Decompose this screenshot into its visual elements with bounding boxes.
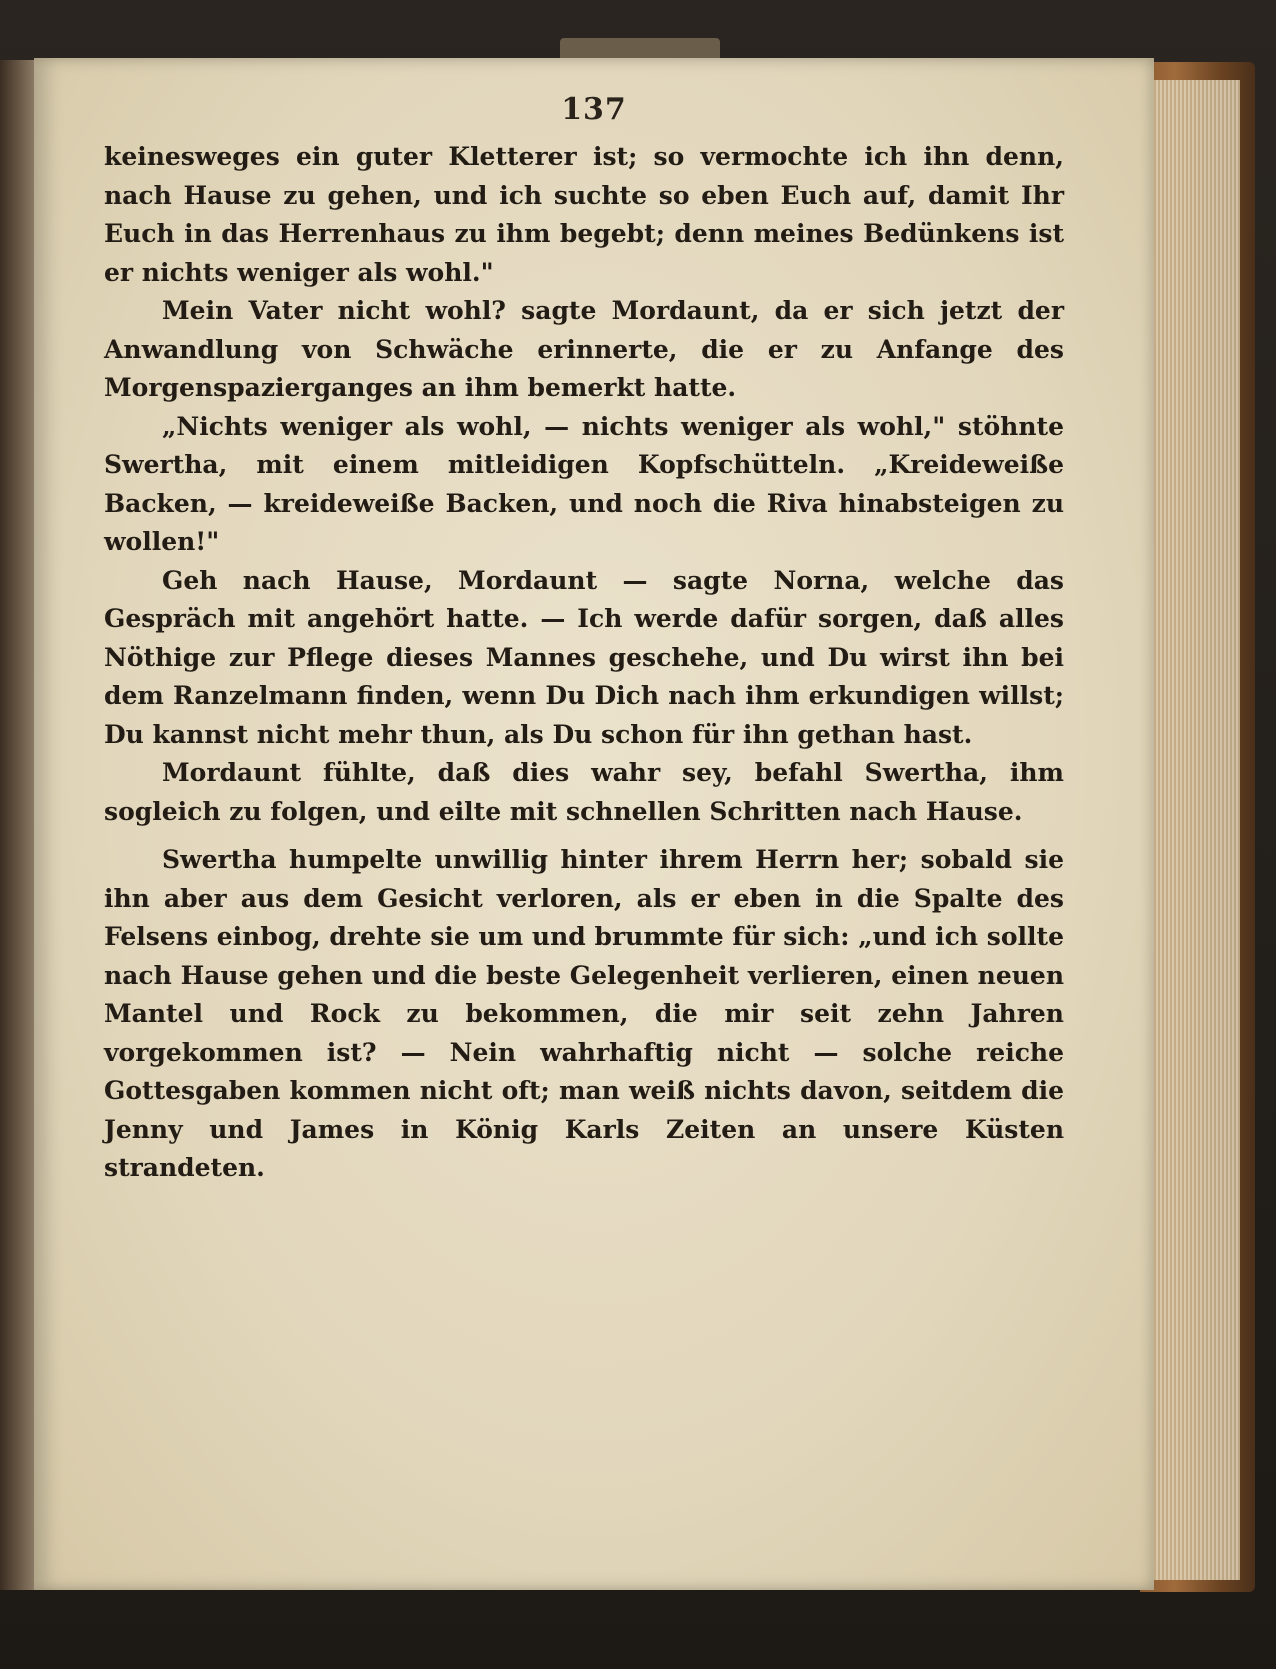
paragraph-5: Mordaunt fühlte, daß dies wahr sey, befahl Swertha, ihm sogleich zu folgen, und eilte mit schnellen Schritten nach Hause. <box>104 758 1064 826</box>
paragraph-4: Geh nach Hause, Mordaunt — sagte Norna, welche das Gespräch mit angehört hatte. — Ich werde dafür sorgen, daß alles Nöthige zur Pflege dieses Mannes geschehe, und Du wirst ihn bei dem Ranzelmann finden, wenn Du Dich nach ihm erkundigen willst; Du kannst nicht mehr thun, als Du schon für ihn gethan hast. <box>104 565 1064 749</box>
page-edges <box>1140 80 1240 1580</box>
book-cover-left <box>0 60 34 1590</box>
paragraph-6: Swertha humpelte unwillig hinter ihrem Herrn her; sobald sie ihn aber aus dem Gesicht verloren, als er eben in die Spalte des Felsens einbog, drehte sie um und brummte für sich: „und ich sollte nach Hause gehen und die beste Gelegenheit verlieren, einen neuen Mantel und Rock zu bekommen, die mir seit zehn Jahren vorgekommen ist? — Nein wahrhaftig nicht — solche reiche Gottesgaben kommen nicht oft; man weiß nichts davon, seitdem die Jenny und James in König Karls Zeiten an unsere Küsten strandeten. <box>104 845 1064 1182</box>
paragraph-3: „Nichts weniger als wohl, — nichts weniger als wohl," stöhnte Swertha, mit einem mitleidigen Kopfschütteln. „Kreideweiße Backen, — kreideweiße Backen, und noch die Riva hinabsteigen zu wollen!" <box>104 411 1064 556</box>
paragraph-2: Mein Vater nicht wohl? sagte Mordaunt, da er sich jetzt der Anwandlung von Schwäche erinnerte, die er zu Anfange des Morgenspazierganges an ihm bemerkt hatte. <box>104 296 1064 402</box>
paragraph-1: keinesweges ein guter Kletterer ist; so vermochte ich ihn denn, nach Hause zu gehen, und ich suchte so eben Euch auf, damit Ihr Euch in das Herrenhaus zu ihm begebt; denn meines Bedünkens ist er nichts weniger als wohl." <box>104 142 1064 287</box>
page-number: 137 <box>561 92 627 127</box>
text-column <box>104 138 1064 1188</box>
book-page <box>34 58 1154 1590</box>
